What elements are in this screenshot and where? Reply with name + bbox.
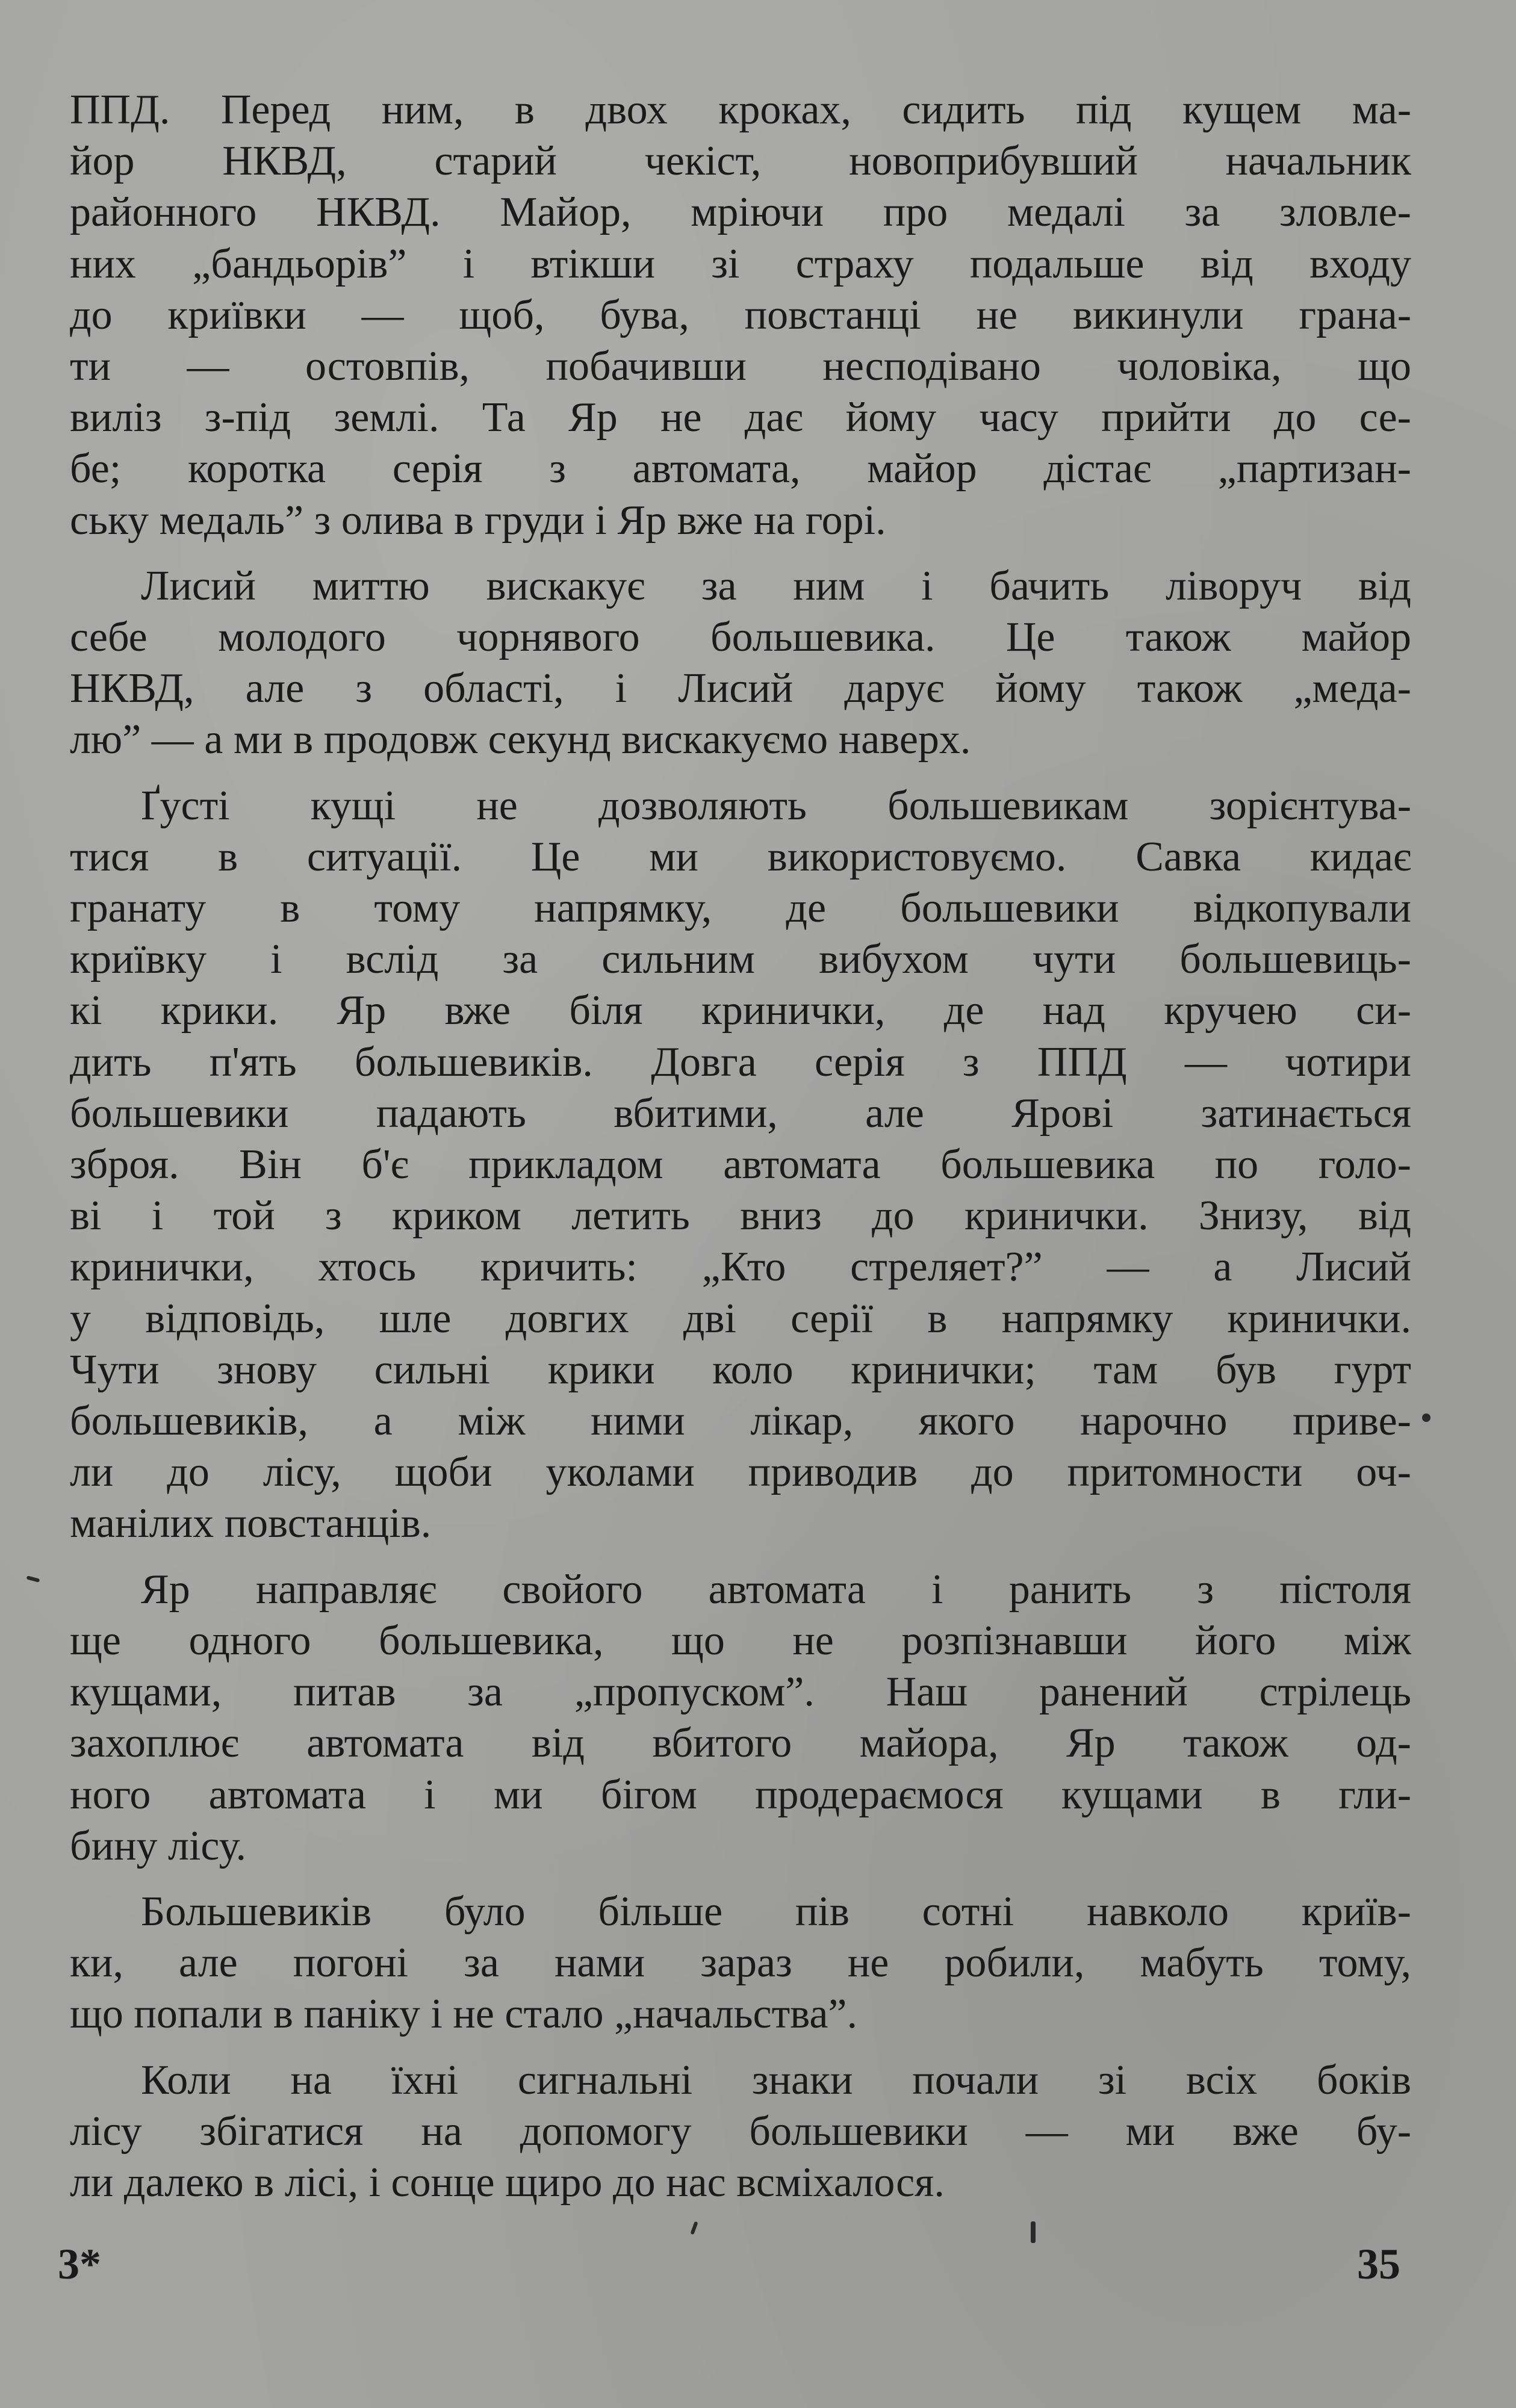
text-line: большевиків, а між ними лікар, якого нарочно приве- — [70, 1398, 1411, 1445]
text-line: у відповідь, шле довгих дві серії в напрямку кринички. — [70, 1295, 1411, 1342]
text-line: кринички, хтось кричить: „Кто стреляет?” — а Лисий — [70, 1244, 1411, 1291]
text-line: большевики падають вбитими, але Ярові затинається — [70, 1090, 1411, 1137]
text-line: ську медаль” з олива в груди і Яр вже на горі. — [70, 497, 886, 544]
text-line: лісу збігатися на допомогу большевики — ми вже бу- — [70, 2108, 1411, 2155]
text-line: манілих повстанців. — [70, 1500, 432, 1547]
text-line: районного НКВД. Майор, мріючи про медалі за зловле- — [70, 189, 1411, 236]
body-text — [70, 84, 1411, 2223]
dust-speck — [1031, 2221, 1036, 2243]
text-line: ли далеко в лісі, і сонце щиро до нас всміхалося. — [70, 2159, 945, 2206]
text-line: лю” — а ми в продовж секунд вискакуємо наверх. — [70, 716, 971, 763]
dust-speck — [1422, 1413, 1431, 1422]
text-line: ки, але погоні за нами зараз не робили, мабуть тому, — [70, 1940, 1411, 1987]
text-line: що попали в паніку і не стало „начальства”. — [70, 1991, 857, 2038]
text-line: криївку і вслід за сильним вибухом чути большевиць- — [70, 936, 1411, 983]
text-line: ного автомата і ми бігом продераємося кущами в гли- — [70, 1771, 1411, 1818]
paragraph — [70, 2055, 1411, 2209]
dust-speck — [26, 1575, 40, 1582]
text-line: Яр направляє свойого автомата і ранить з пістоля — [141, 1566, 1411, 1613]
text-line: кі крики. Яр вже біля кринички, де над кручею си- — [70, 987, 1411, 1034]
text-line: них „бандьорів” і втікши зі страху подальше від входу — [70, 240, 1411, 287]
text-line: виліз з-під землі. Та Яр не дає йому часу прийти до се- — [70, 394, 1411, 441]
text-line: ві і той з криком летить вниз до кринички. Знизу, від — [70, 1193, 1411, 1240]
printer-signature-mark: 3* — [58, 2240, 101, 2288]
page-footer — [58, 2239, 1400, 2300]
text-line: дить п'ять большевиків. Довга серія з ППД — чотири — [70, 1038, 1411, 1085]
paragraph — [70, 560, 1411, 766]
text-line: ППД. Перед ним, в двох кроках, сидить під кущем ма- — [70, 87, 1411, 133]
text-line: гранату в тому напрямку, де большевики відкопували — [70, 885, 1411, 932]
text-line: йор НКВД, старий чекіст, новоприбувший начальник — [70, 138, 1411, 185]
text-line: кущами, питав за „пропуском”. Наш ранений стрілець — [70, 1669, 1411, 1716]
text-line: захоплює автомата від вбитого майора, Яр також од- — [70, 1720, 1411, 1767]
paragraph — [70, 1564, 1411, 1872]
text-line: Лисий миттю вискакує за ним і бачить ліворуч від — [141, 562, 1411, 609]
paragraph — [70, 84, 1411, 546]
text-line: тися в ситуації. Це ми використовуємо. Савка кидає — [70, 833, 1411, 880]
paragraph — [70, 1886, 1411, 2040]
text-line: бе; коротка серія з автомата, майор дістає „партизан- — [70, 445, 1411, 492]
text-line: ще одного большевика, що не розпізнавши його між — [70, 1617, 1411, 1664]
text-line: Чути знову сильні крики коло кринички; там був гурт — [70, 1346, 1411, 1393]
text-line: Ґусті кущі не дозволяють большевикам зорієнтува- — [141, 782, 1411, 829]
text-line: бину лісу. — [70, 1822, 247, 1869]
text-line: ти — остовпів, побачивши несподівано чоловіка, що — [70, 343, 1411, 390]
text-line: до криївки — щоб, бува, повстанці не викинули грана- — [70, 291, 1411, 338]
paragraph — [70, 780, 1411, 1550]
text-line: Большевиків було більше пів сотні навколо криїв- — [141, 1888, 1411, 1935]
text-line: себе молодого чорнявого большевика. Це також майор — [70, 614, 1411, 661]
page-number: 35 — [1357, 2240, 1400, 2288]
text-line: ли до лісу, щоби уколами приводив до притомности оч- — [70, 1449, 1411, 1496]
dust-speck — [690, 2221, 698, 2235]
text-line: Коли на їхні сигнальні знаки почали зі всіх боків — [141, 2056, 1411, 2103]
text-line: НКВД, але з області, і Лисий дарує йому також „меда- — [70, 665, 1411, 712]
text-line: зброя. Він б'є прикладом автомата большевика по голо- — [70, 1141, 1411, 1188]
